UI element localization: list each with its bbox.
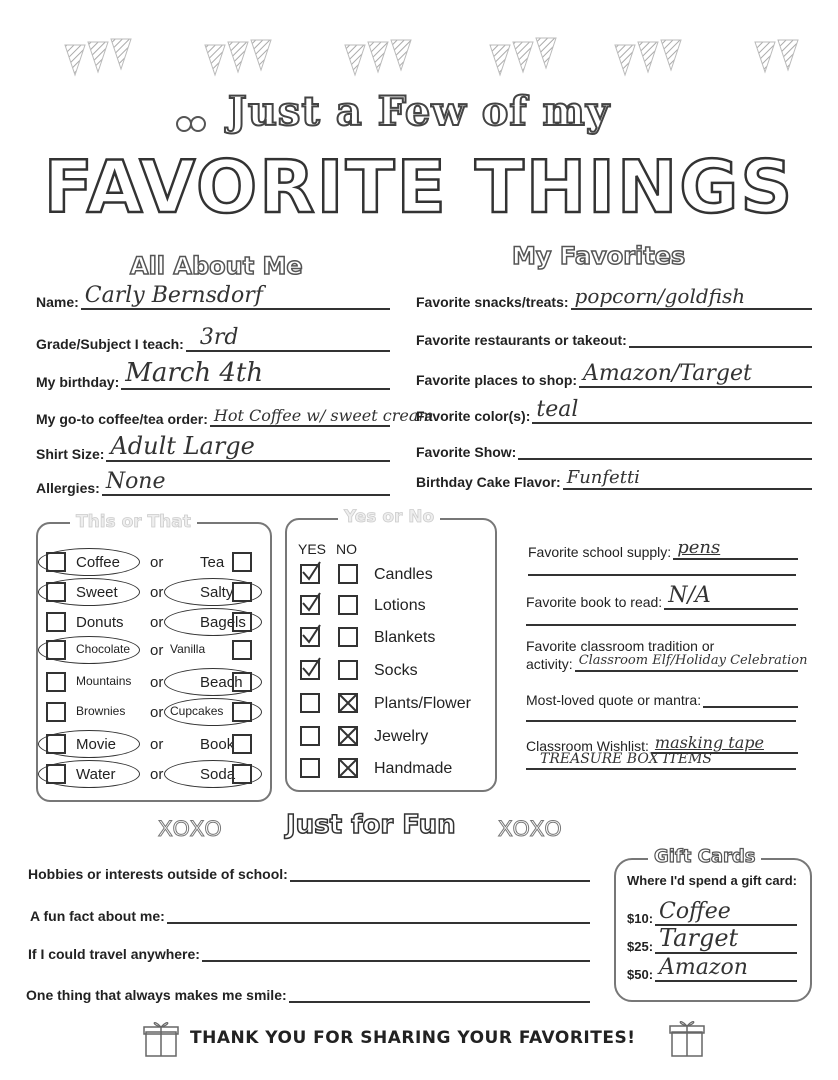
handwritten-answer: popcorn/goldfish [574,284,746,308]
right-option-label: Cupcakes [170,704,224,718]
no-checkbox[interactable] [338,726,358,746]
handwritten-answer: N/A [668,583,711,608]
left-checkbox[interactable] [46,672,66,692]
answer-line[interactable] [121,358,390,390]
handwritten-answer: Funfetti [566,467,640,488]
thank-you-text: THANK YOU FOR SHARING YOUR FAVORITES! [190,1028,636,1048]
right-option-label: Book [200,736,235,753]
answer-line[interactable] [655,899,797,926]
handwritten-answer: Amazon [659,955,748,980]
yes-no-item-label: Candles [374,566,433,583]
or-label: or [150,614,164,631]
field-label: Favorite color(s): [416,408,531,424]
yes-column-label: YES [298,541,327,557]
field-snacks [416,284,812,310]
yes-checkbox[interactable] [300,693,320,713]
xoxo-decoration-left: XOXO [158,816,222,841]
or-label: or [150,584,164,601]
left-checkbox[interactable] [46,612,66,632]
answer-line[interactable] [673,537,798,560]
field-smile [26,983,590,1003]
or-label: or [150,736,164,753]
field-fun-fact [30,904,590,924]
yes-or-no-title: Yes or No [338,507,440,527]
field-label: Favorite snacks/treats: [416,294,569,310]
right-option-label: Tea [200,554,225,571]
field-label: Favorite school supply: [528,544,672,560]
answer-line[interactable] [575,652,808,672]
handwritten-answer: 3rd [199,325,239,350]
handwritten-answer: None [105,469,166,494]
handwritten-answer: March 4th [125,358,264,388]
field-restaurants [416,328,812,348]
answer-line[interactable] [81,283,390,310]
yes-no-item-label: Plants/Flower [374,695,471,712]
gift-row-50 [627,955,797,982]
handwritten-answer: Carly Bernsdorf [84,283,263,308]
yes-checkbox[interactable] [300,726,320,746]
title-heading: FAVORITE THINGS [43,145,795,229]
this-or-that-title: This or That [70,512,197,532]
no-checkbox[interactable] [338,660,358,680]
circle-mark [38,636,140,664]
or-label: or [150,642,164,659]
extra-line [526,624,796,626]
handwritten-answer: Amazon/Target [583,361,752,386]
answer-line[interactable] [629,328,812,348]
yes-checkbox[interactable] [300,660,320,680]
no-checkbox[interactable] [338,564,358,584]
answer-line[interactable] [106,432,390,462]
field-label: Grade/Subject I teach: [36,336,184,352]
gift-cards-title: Gift Cards [648,846,761,867]
handwritten-answer: pens [677,537,721,558]
field-shirt-size [36,432,390,462]
field-label: My go-to coffee/tea order: [36,411,208,427]
circle-mark [164,668,262,696]
handwritten-answer: teal [536,397,579,422]
field-school-supply [528,537,798,560]
my-favorites-title: My Favorites [512,242,686,270]
circle-mark [38,578,140,606]
just-for-fun-title: Just for Fun [286,810,456,840]
circle-mark [38,548,140,576]
yes-no-item-label: Lotions [374,597,426,614]
answer-line[interactable] [563,467,812,490]
left-option-label: Brownies [76,704,126,718]
field-show [416,440,812,460]
or-label: or [150,766,164,783]
subtitle-heading: Just a Few of my [227,88,611,135]
handwritten-answer: Adult Large [110,432,255,460]
field-travel [28,942,590,962]
field-label: Allergies: [36,480,100,496]
or-label: or [150,554,164,571]
circle-mark [38,730,140,758]
right-checkbox[interactable] [232,734,252,754]
left-option-label: Chocolate [76,642,131,656]
field-label: Classroom Wishlist: [526,738,649,754]
handwritten-answer: Classroom Elf/Holiday Celebration [578,653,808,668]
bunting-decoration [60,30,820,90]
answer-line[interactable] [290,862,590,882]
right-option-label: Beach [200,674,243,691]
circle-mark [164,760,262,788]
right-checkbox[interactable] [232,640,252,660]
field-label: $25: [627,939,654,954]
answer-line[interactable] [102,469,390,496]
left-option-label: Sweet [76,584,118,601]
field-label: Favorite restaurants or takeout: [416,332,627,348]
no-checkbox[interactable] [338,758,358,778]
field-label: Name: [36,294,79,310]
yes-checkbox[interactable] [300,595,320,615]
answer-line[interactable] [664,583,798,610]
field-grade [36,325,390,352]
field-tradition [526,652,808,672]
field-label: Most-loved quote or mantra: [526,692,702,708]
handwritten-answer: Hot Coffee w/ sweet cream [213,406,434,425]
gift-row-25 [627,924,797,954]
left-option-label: Movie [76,736,117,753]
field-label: If I could travel anywhere: [28,946,200,962]
no-checkbox[interactable] [338,627,358,647]
field-quote [526,688,798,708]
left-option-label: Mountains [76,674,132,688]
field-label: Hobbies or interests outside of school: [28,866,288,882]
answer-line[interactable] [167,904,590,924]
left-option-label: Donuts [76,614,124,631]
circle-mark [164,578,262,606]
circle-mark [38,760,140,788]
handwritten-answer: Coffee [659,899,731,924]
field-cake-flavor [416,467,812,490]
extra-line [526,720,796,722]
answer-line[interactable] [210,406,434,427]
yes-no-item-label: Jewelry [374,728,429,745]
yes-checkbox[interactable] [300,627,320,647]
or-label: or [150,674,164,691]
field-label: Favorite Show: [416,444,517,460]
answer-line[interactable] [289,983,590,1003]
circle-mark [164,698,262,726]
or-label: or [150,704,164,721]
answer-line[interactable] [655,955,797,982]
answer-line[interactable] [655,924,797,954]
field-coffee-order [36,406,434,427]
gift-cards-subtitle: Where I'd spend a gift card: [627,873,797,888]
yes-checkbox[interactable] [300,758,320,778]
yes-no-item-label: Blankets [374,629,436,646]
gift-box-icon [668,1016,706,1058]
extra-line[interactable] [526,751,796,770]
field-allergies [36,469,390,496]
field-label: A fun fact about me: [30,908,165,924]
no-checkbox[interactable] [338,693,358,713]
yes-no-item-label: Socks [374,662,418,679]
extra-line [528,574,796,576]
field-label: Birthday Cake Flavor: [416,474,561,490]
answer-line[interactable] [518,440,812,460]
left-option-label: Water [76,766,116,783]
handwritten-answer: masking tape [654,733,764,752]
field-label: My birthday: [36,374,120,390]
about-me-title: All About Me [130,252,303,280]
circle-mark [164,608,262,636]
right-option-label: Salty [200,584,234,601]
tradition-label-1: Favorite classroom tradition or [526,638,715,654]
field-name [36,283,390,310]
right-option-label: Soda [200,766,236,783]
answer-line[interactable] [202,942,590,962]
right-option-label: Vanilla [170,642,206,656]
answer-line[interactable] [186,325,390,352]
field-label: activity: [526,656,573,672]
handwritten-answer: Target [659,924,739,952]
answer-line[interactable] [532,397,812,424]
field-label: Shirt Size: [36,446,105,462]
field-book [526,583,798,610]
answer-line[interactable] [579,361,812,388]
answer-line[interactable] [703,688,798,708]
yes-checkbox[interactable] [300,564,320,584]
no-checkbox[interactable] [338,595,358,615]
field-places-to-shop [416,361,812,388]
field-label: $10: [627,911,654,926]
field-label: Favorite places to shop: [416,372,578,388]
gift-row-10 [627,899,797,926]
field-hobbies [28,862,590,882]
xoxo-decoration-right: XOXO [498,816,562,841]
field-colors [416,397,812,424]
right-option-label: Bagels [200,614,246,631]
gift-box-icon [142,1018,180,1058]
field-label: One thing that always makes me smile: [26,987,287,1003]
yes-no-item-label: Handmade [374,760,453,777]
no-column-label: NO [336,541,357,557]
field-birthday [36,358,390,390]
field-label: Favorite book to read: [526,594,663,610]
answer-line[interactable] [571,284,812,310]
field-label: $50: [627,967,654,982]
left-checkbox[interactable] [46,702,66,722]
right-checkbox[interactable] [232,552,252,572]
handwritten-answer: TREASURE BOX ITEMS [540,751,713,767]
left-option-label: Coffee [76,554,120,571]
